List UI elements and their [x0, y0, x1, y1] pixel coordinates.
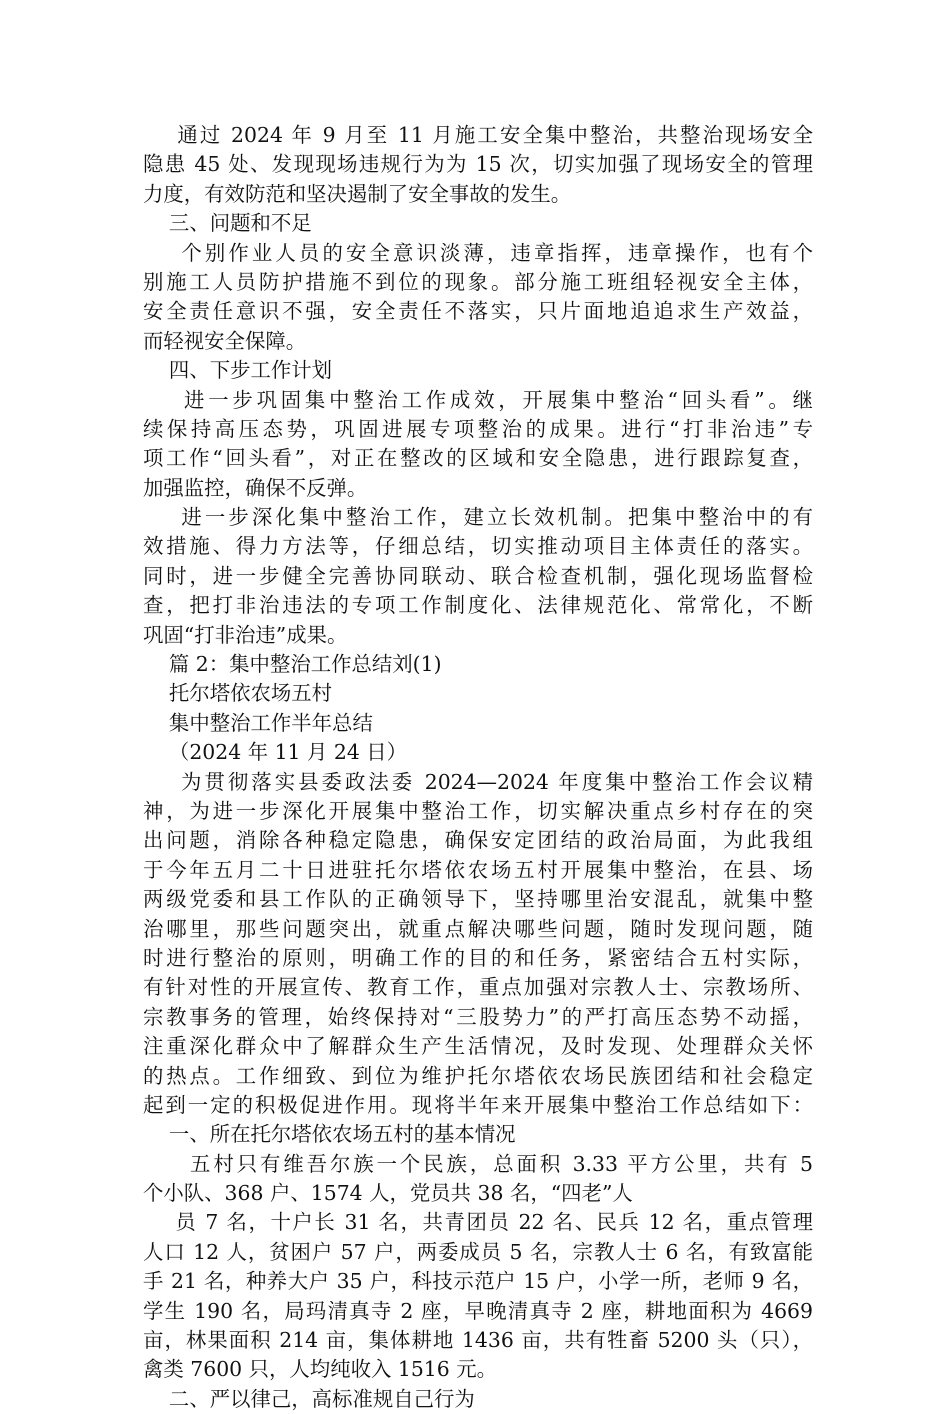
text-line: 续保持高压态势，巩固进展专项整治的成果。进行“打非治违”专 — [143, 416, 813, 441]
text-line: 集中整治工作半年总结 — [143, 710, 373, 735]
text-line: 起到一定的积极促进作用。现将半年来开展集中整治工作总结如下： — [143, 1092, 813, 1117]
text-line: （2024 年 11 月 24 日） — [143, 740, 408, 765]
document-page — [143, 121, 813, 1414]
text-line: 通过 2024 年 9 月至 11 月施工安全集中整治，共整治现场安全 — [143, 123, 813, 147]
text-line: 为贯彻落实县委政法委 2024—2024 年度集中整治工作会议精 — [143, 769, 813, 794]
text-line: 项工作“回头看”，对正在整改的区域和安全隐患，进行跟踪复查， — [143, 446, 813, 471]
text-line: 巩固“打非治违”成果。 — [143, 622, 348, 647]
text-line: 二、严以律己，高标准规自己行为 — [143, 1386, 475, 1411]
text-line: 注重深化群众中了解群众生产生活情况，及时发现、处理群众关怀 — [143, 1034, 813, 1059]
text-line: 五村只有维吾尔族一个民族，总面积 3.33 平方公里，共有 5 — [143, 1151, 813, 1176]
text-line: 人口 12 人，贫困户 57 户，两委成员 5 名，宗教人士 6 名，有致富能 — [143, 1239, 813, 1264]
text-line: 一、所在托尔塔依农场五村的基本情况 — [143, 1122, 516, 1147]
text-line: 篇 2：集中整治工作总结刘(1) — [143, 652, 442, 677]
text-line: 的热点。工作细致、到位为维护托尔塔依农场民族团结和社会稳定 — [143, 1063, 813, 1088]
text-line: 力度，有效防范和坚决遏制了安全事故的发生。 — [143, 181, 572, 206]
text-line: 两级党委和县工作队的正确领导下，坚持哪里治安混乱，就集中整 — [143, 887, 813, 912]
text-line: 查，把打非治违法的专项工作制度化、法律规范化、常常化，不断 — [143, 593, 813, 618]
text-line: 个小队、368 户、1574 人，党员共 38 名，“四老”人 — [143, 1181, 633, 1206]
text-line: 亩，林果面积 214 亩，集体耕地 1436 亩，共有牲畜 5200 头（只）， — [143, 1328, 813, 1353]
text-line: 四、下步工作计划 — [143, 358, 333, 383]
text-line: 于今年五月二十日进驻托尔塔依农场五村开展集中整治，在县、场 — [143, 857, 813, 882]
text-line: 进一步巩固集中整治工作成效，开展集中整治“回头看”。继 — [143, 387, 813, 412]
text-line: 手 21 名，种养大户 35 户，科技示范户 15 户，小学一所，老师 9 名， — [143, 1269, 813, 1294]
text-line: 隐患 45 处、发现现场违规行为为 15 次，切实加强了现场安全的管理 — [143, 152, 813, 177]
text-line: 别施工人员防护措施不到位的现象。部分施工班组轻视安全主体， — [143, 269, 813, 294]
text-line: 员 7 名，十户长 31 名，共青团员 22 名、民兵 12 名，重点管理 — [143, 1210, 813, 1235]
text-line: 进一步深化集中整治工作，建立长效机制。把集中整治中的有 — [143, 505, 813, 530]
text-line: 三、问题和不足 — [143, 211, 312, 236]
text-line: 时进行整治的原则，明确工作的目的和任务，紧密结合五村实际， — [143, 945, 813, 970]
text-line: 学生 190 名，局玛清真寺 2 座，早晚清真寺 2 座，耕地面积为 4669 — [143, 1298, 813, 1323]
text-line: 加强监控，确保不反弹。 — [143, 475, 368, 500]
text-line: 有针对性的开展宣传、教育工作，重点加强对宗教人士、宗教场所、 — [143, 975, 813, 1000]
text-line: 治哪里，那些问题突出，就重点解决哪些问题，随时发现问题，随 — [143, 916, 813, 941]
text-line: 效措施、得力方法等，仔细总结，切实推动项目主体责任的落实。 — [143, 534, 813, 559]
text-line: 禽类 7600 只，人均纯收入 1516 元。 — [143, 1357, 498, 1382]
text-line: 托尔塔依农场五村 — [143, 681, 333, 706]
text-line: 宗教事务的管理，始终保持对“三股势力”的严打高压态势不动摇， — [143, 1004, 813, 1029]
text-line: 出问题，消除各种稳定隐患，确保安定团结的政治局面，为此我组 — [143, 828, 813, 853]
text-line: 而轻视安全保障。 — [143, 328, 307, 353]
text-line: 神，为进一步深化开展集中整治工作，切实解决重点乡村存在的突 — [143, 798, 813, 823]
text-line: 同时，进一步健全完善协同联动、联合检查机制，强化现场监督检 — [143, 563, 813, 588]
text-line: 个别作业人员的安全意识淡薄，违章指挥，违章操作，也有个 — [143, 240, 813, 265]
text-line: 安全责任意识不强，安全责任不落实，只片面地追追求生产效益， — [143, 299, 813, 324]
